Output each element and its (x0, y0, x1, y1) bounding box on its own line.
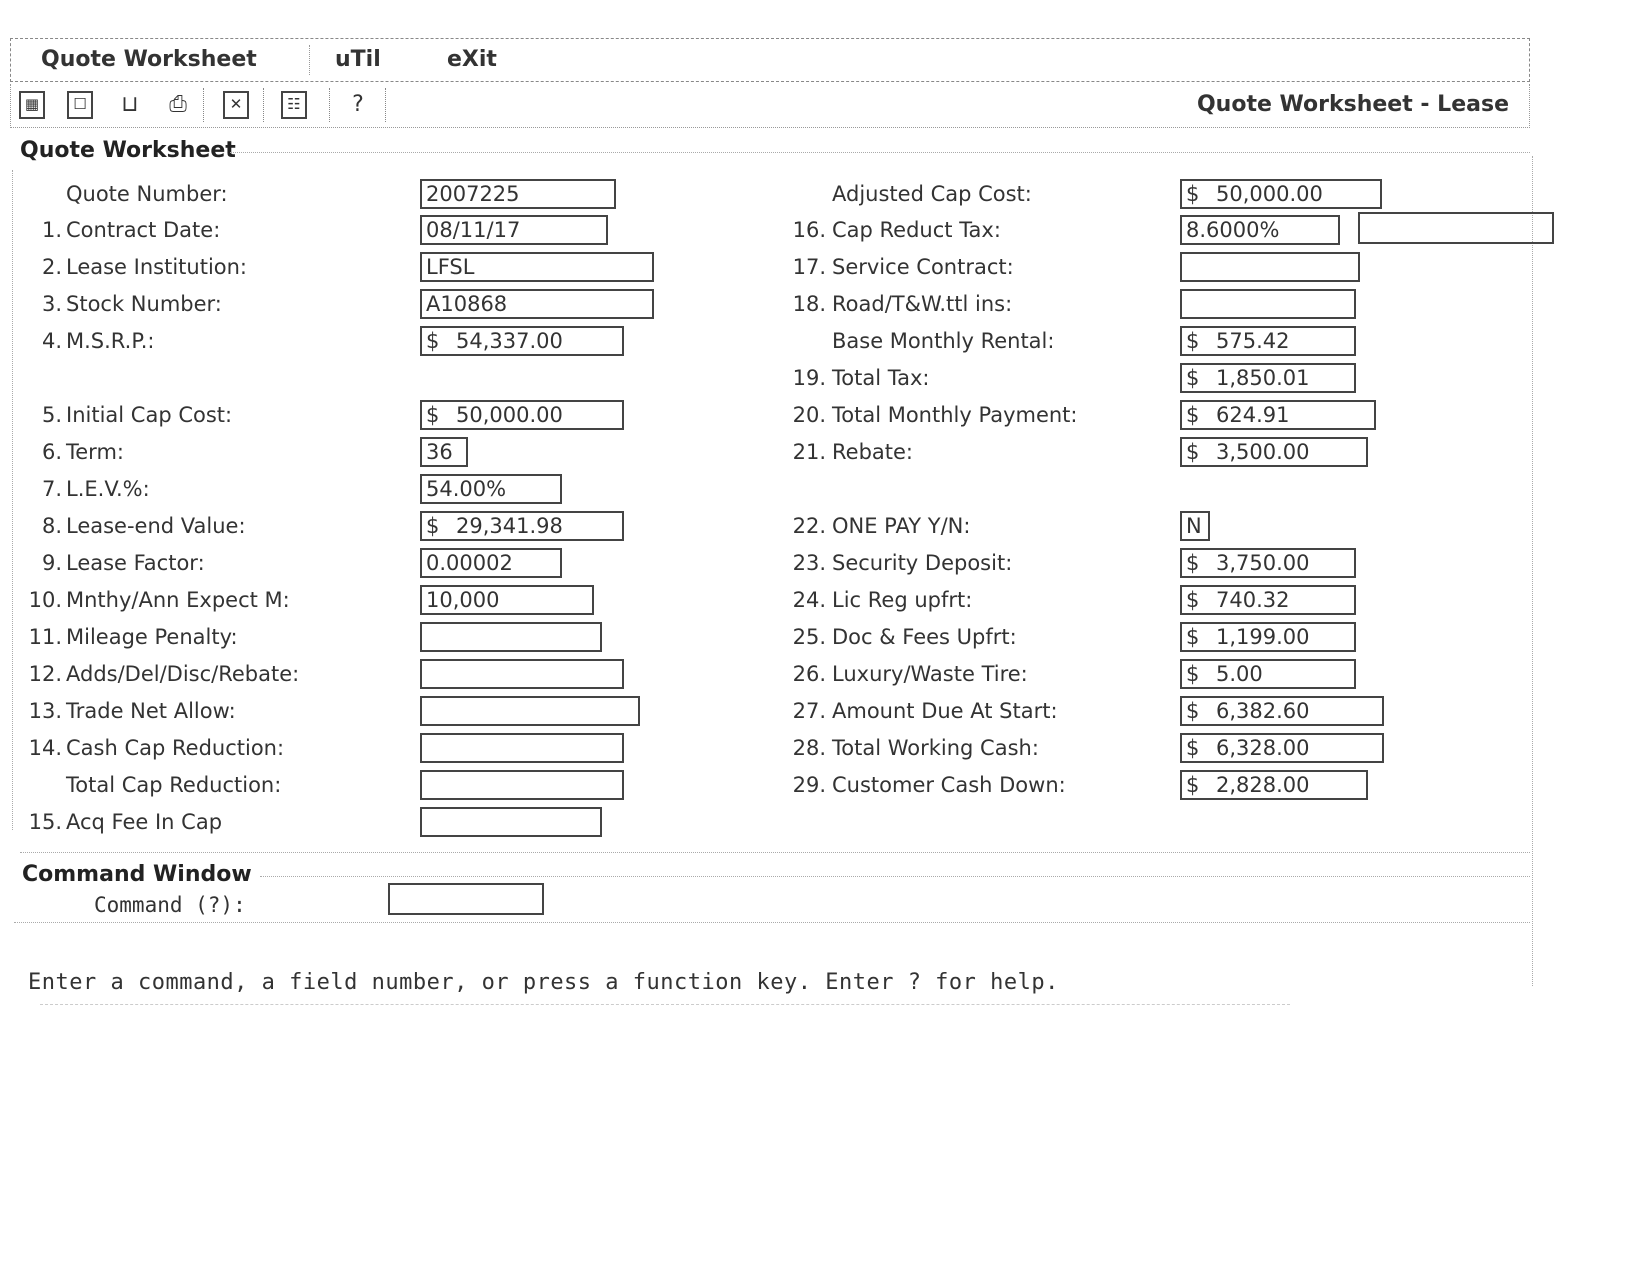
field-label-base-monthly-rental: Base Monthly Rental: (832, 329, 1055, 353)
field-number: 4. (41, 329, 62, 353)
report-icon[interactable]: ☷ (281, 91, 307, 119)
currency-symbol: $ (1186, 736, 1200, 760)
field-input-road-t-w-ttl-ins[interactable] (1180, 289, 1356, 319)
field-label-security-deposit: Security Deposit: (832, 551, 1013, 575)
field-input-trade-net-allow[interactable] (420, 696, 640, 726)
field-label-term: Term: (66, 440, 124, 464)
field-input-term[interactable] (420, 437, 468, 467)
field-input-one-pay-y-n[interactable] (1180, 511, 1210, 541)
field-value: 2,828.00 (1216, 773, 1310, 797)
field-number: 23. (792, 551, 826, 575)
field-number: 26. (792, 662, 826, 686)
field-label-customer-cash-down: Customer Cash Down: (832, 773, 1066, 797)
field-input-amount-due-at-start[interactable] (1180, 696, 1384, 726)
field-label-trade-net-allow: Trade Net Allow: (66, 699, 236, 723)
field-value: 3,750.00 (1216, 551, 1310, 575)
field-value: 624.91 (1216, 403, 1290, 427)
field-value: 1,199.00 (1216, 625, 1310, 649)
field-value: N (1186, 514, 1202, 538)
field-number: 12. (28, 662, 62, 686)
field-number: 29. (792, 773, 826, 797)
currency-symbol: $ (1186, 588, 1200, 612)
field-number: 8. (41, 514, 62, 538)
field-input-total-tax[interactable] (1180, 363, 1356, 393)
field-input-lease-institution[interactable] (420, 252, 654, 282)
field-label-mnthy-ann-expect-m: Mnthy/Ann Expect M: (66, 588, 290, 612)
field-input-doc-fees-upfrt[interactable] (1180, 622, 1356, 652)
currency-symbol: $ (426, 403, 440, 427)
currency-symbol: $ (1186, 403, 1200, 427)
field-input-adds-del-disc-rebate[interactable] (420, 659, 624, 689)
currency-symbol: $ (1186, 773, 1200, 797)
field-label-doc-fees-upfrt: Doc & Fees Upfrt: (832, 625, 1017, 649)
field-input-mileage-penalty[interactable] (420, 622, 602, 652)
field-value: 10,000 (426, 588, 500, 612)
field-number: 18. (792, 292, 826, 316)
field-label-adds-del-disc-rebate: Adds/Del/Disc/Rebate: (66, 662, 300, 686)
field-label-l-e-v: L.E.V.%: (66, 477, 150, 501)
field-label-lease-end-value: Lease-end Value: (66, 514, 246, 538)
field-label-total-monthly-payment: Total Monthly Payment: (832, 403, 1078, 427)
field-number: 11. (28, 625, 62, 649)
currency-symbol: $ (1186, 625, 1200, 649)
field-label-quote-number: Quote Number: (66, 182, 228, 206)
menu-util[interactable]: uTil (335, 47, 381, 72)
field-label-luxury-waste-tire: Luxury/Waste Tire: (832, 662, 1028, 686)
field-number: 9. (41, 551, 62, 575)
field-label-mileage-penalty: Mileage Penalty: (66, 625, 238, 649)
field-value: 5.00 (1216, 662, 1263, 686)
field-input-luxury-waste-tire[interactable] (1180, 659, 1356, 689)
calculator-icon[interactable]: ▦ (19, 91, 45, 119)
field-input-acq-fee-in-cap[interactable] (420, 807, 602, 837)
field-input-base-monthly-rental[interactable] (1180, 326, 1356, 356)
field-input-lease-end-value[interactable] (420, 511, 624, 541)
field-input-lease-factor[interactable] (420, 548, 562, 578)
field-number: 13. (28, 699, 62, 723)
status-message: Enter a command, a field number, or press a function key. Enter ? for help. (28, 970, 1059, 995)
field-value: 2007225 (426, 182, 520, 206)
currency-symbol: $ (1186, 551, 1200, 575)
field-label-lease-institution: Lease Institution: (66, 255, 248, 279)
toolbar (10, 84, 1530, 128)
menu-bar (10, 38, 1530, 82)
field-label-stock-number: Stock Number: (66, 292, 222, 316)
command-input[interactable] (388, 883, 544, 915)
field-input-contract-date[interactable] (420, 215, 608, 245)
field-number: 28. (792, 736, 826, 760)
field-label-m-s-r-p: M.S.R.P.: (66, 329, 155, 353)
field-input-cash-cap-reduction[interactable] (420, 733, 624, 763)
field-value: 08/11/17 (426, 218, 521, 242)
field-input-total-cap-reduction[interactable] (420, 770, 624, 800)
field-number: 24. (792, 588, 826, 612)
field-label-acq-fee-in-cap: Acq Fee In Cap (66, 810, 223, 834)
field-label-adjusted-cap-cost: Adjusted Cap Cost: (832, 182, 1032, 206)
field-number: 6. (41, 440, 62, 464)
currency-symbol: $ (1186, 329, 1200, 353)
menu-separator (309, 45, 310, 75)
field-label-cap-reduct-tax: Cap Reduct Tax: (832, 218, 1001, 242)
field-input-lic-reg-upfrt[interactable] (1180, 585, 1356, 615)
field-value: 29,341.98 (456, 514, 563, 538)
field-number: 22. (792, 514, 826, 538)
field-input-m-s-r-p[interactable] (420, 326, 624, 356)
field-input-adjusted-cap-cost[interactable] (1180, 179, 1382, 209)
field-value: 50,000.00 (456, 403, 563, 427)
field-label-amount-due-at-start: Amount Due At Start: (832, 699, 1058, 723)
field-value: 54.00% (426, 477, 507, 501)
field-value: 36 (426, 440, 453, 464)
menu-quote-worksheet[interactable]: Quote Worksheet (41, 47, 257, 72)
field-input-security-deposit[interactable] (1180, 548, 1356, 578)
field-label-lic-reg-upfrt: Lic Reg upfrt: (832, 588, 973, 612)
field-label-one-pay-y-n: ONE PAY Y/N: (832, 514, 971, 538)
field-input-total-monthly-payment[interactable] (1180, 400, 1376, 430)
field-number: 3. (41, 292, 62, 316)
field-number: 14. (28, 736, 62, 760)
field-value: 740.32 (1216, 588, 1290, 612)
field-label-lease-factor: Lease Factor: (66, 551, 205, 575)
field-value: 3,500.00 (1216, 440, 1310, 464)
field-input-stock-number[interactable] (420, 289, 654, 319)
field-number: 1. (41, 218, 62, 242)
field-label-road-t-w-ttl-ins: Road/T&W.ttl ins: (832, 292, 1013, 316)
field-number: 7. (41, 477, 62, 501)
field-value: 0.00002 (426, 551, 513, 575)
currency-symbol: $ (426, 329, 440, 353)
close-box-icon[interactable]: ✕ (223, 91, 249, 119)
field-number: 17. (792, 255, 826, 279)
field-number: 21. (792, 440, 826, 464)
field-label-cash-cap-reduction: Cash Cap Reduction: (66, 736, 285, 760)
field-input-service-contract[interactable] (1180, 252, 1360, 282)
currency-symbol: $ (1186, 662, 1200, 686)
field-value: A10868 (426, 292, 508, 316)
notepad-icon[interactable]: ☐ (67, 91, 93, 119)
field-input-rebate[interactable] (1180, 437, 1368, 467)
field-number: 19. (792, 366, 826, 390)
field-value: 54,337.00 (456, 329, 563, 353)
menu-exit[interactable]: eXit (447, 47, 497, 72)
field-input-quote-number[interactable] (420, 179, 616, 209)
field-value: LFSL (426, 255, 475, 279)
field-label-total-tax: Total Tax: (832, 366, 930, 390)
field-label-contract-date: Contract Date: (66, 218, 221, 242)
cap-reduct-tax-extra-field[interactable] (1358, 212, 1554, 244)
field-label-service-contract: Service Contract: (832, 255, 1014, 279)
currency-symbol: $ (1186, 366, 1200, 390)
field-number: 5. (41, 403, 62, 427)
chart-icon[interactable]: ⊔ (121, 92, 139, 117)
field-input-cap-reduct-tax[interactable] (1180, 215, 1340, 245)
field-input-initial-cap-cost[interactable] (420, 400, 624, 430)
section-title-command-window: Command Window (22, 862, 252, 887)
field-label-rebate: Rebate: (832, 440, 913, 464)
currency-symbol: $ (1186, 440, 1200, 464)
field-input-l-e-v[interactable] (420, 474, 562, 504)
field-value: 1,850.01 (1216, 366, 1310, 390)
field-value: 8.6000% (1186, 218, 1280, 242)
field-input-mnthy-ann-expect-m[interactable] (420, 585, 594, 615)
field-number: 15. (28, 810, 62, 834)
currency-symbol: $ (1186, 699, 1200, 723)
field-number: 20. (792, 403, 826, 427)
currency-symbol: $ (1186, 182, 1200, 206)
field-number: 2. (41, 255, 62, 279)
field-number: 16. (792, 218, 826, 242)
command-label: Command (?): (94, 893, 246, 917)
field-input-total-working-cash[interactable] (1180, 733, 1384, 763)
field-input-customer-cash-down[interactable] (1180, 770, 1368, 800)
help-icon[interactable]: ? (352, 92, 364, 117)
field-value: 6,328.00 (1216, 736, 1310, 760)
field-value: 50,000.00 (1216, 182, 1323, 206)
field-label-total-working-cash: Total Working Cash: (832, 736, 1039, 760)
printer-icon[interactable]: ⎙ (169, 92, 187, 117)
section-title-quote-worksheet: Quote Worksheet (20, 138, 236, 163)
field-label-total-cap-reduction: Total Cap Reduction: (66, 773, 282, 797)
currency-symbol: $ (426, 514, 440, 538)
window-title: Quote Worksheet - Lease (1196, 92, 1509, 117)
field-number: 10. (28, 588, 62, 612)
field-number: 27. (792, 699, 826, 723)
field-label-initial-cap-cost: Initial Cap Cost: (66, 403, 233, 427)
field-value: 575.42 (1216, 329, 1290, 353)
field-number: 25. (792, 625, 826, 649)
field-value: 6,382.60 (1216, 699, 1310, 723)
